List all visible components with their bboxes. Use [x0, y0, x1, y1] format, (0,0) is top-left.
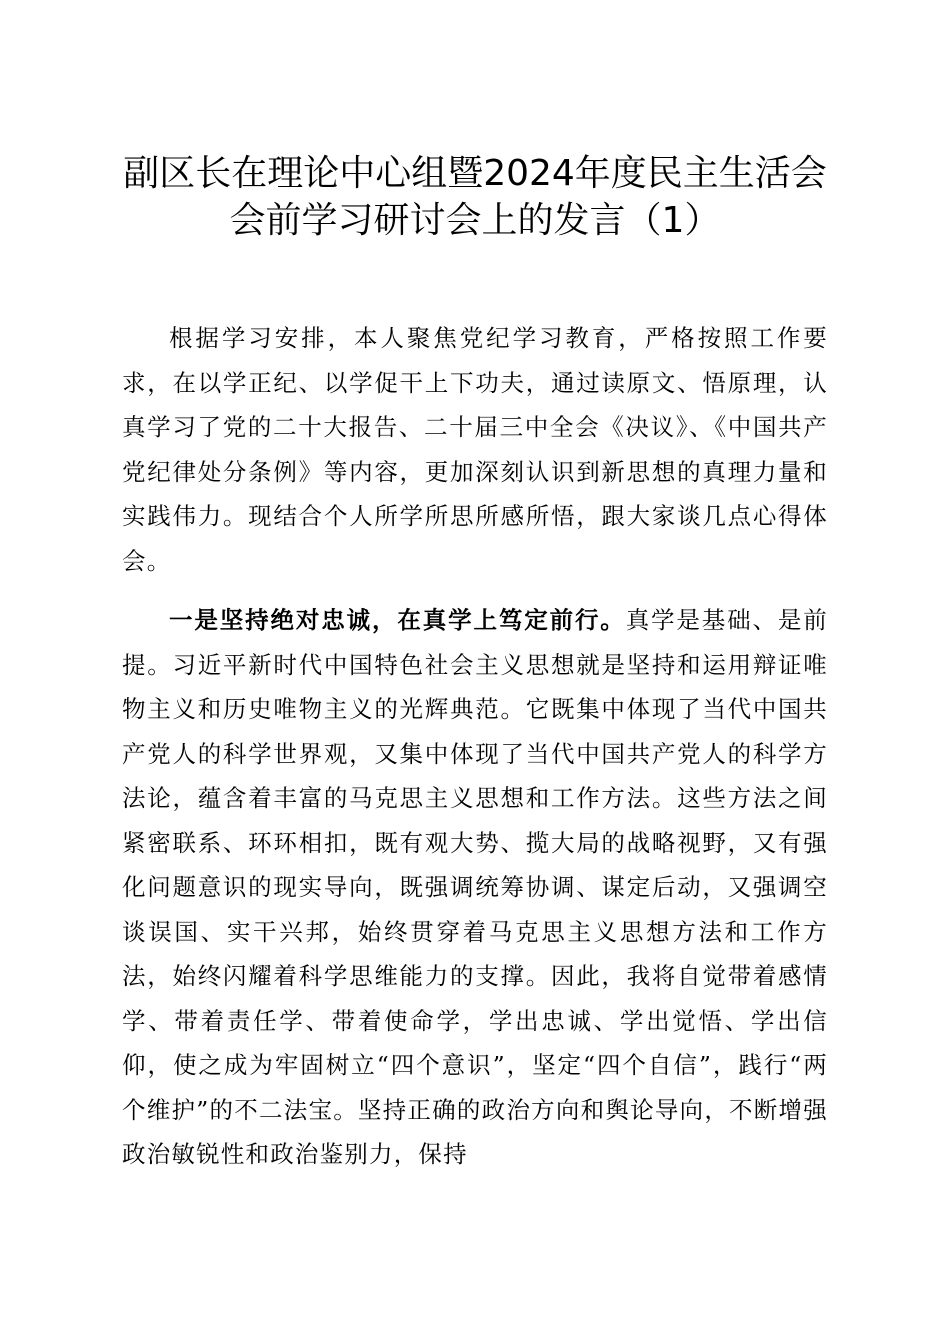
title-line-2: 会前学习研讨会上的发言（1） — [229, 200, 721, 241]
document-title — [105, 150, 845, 244]
paragraph-point-one-heading: 一是坚持绝对忠诚，在真学上笃定前行。 — [169, 606, 626, 634]
paragraph-point-one — [122, 598, 828, 1177]
paragraph-intro — [122, 316, 828, 583]
paragraph-intro-text: 根据学习安排，本人聚焦党纪学习教育，严格按照工作要求，在以学正纪、以学促干上下功夫，通过读原文、悟原理，认真学习了党的二十大报告、二十届三中全会《决议》、《中国共产党纪律处分条例》等内容，更加深刻认识到新思想的真理力量和实践伟力。现结合个人所学所思所感所悟，跟大家谈几点心得体会。 — [122, 324, 828, 575]
paragraph-point-one-text: 真学是基础、是前提。习近平新时代中国特色社会主义思想就是坚持和运用辩证唯物主义和历史唯物主义的光辉典范。它既集中体现了当代中国共产党人的科学世界观，又集中体现了当代中国共产党人的科学方法论，蕴含着丰富的马克思主义思想和工作方法。这些方法之间紧密联系、环环相扣，既有观大势、揽大局的战略视野，又有强化问题意识的现实导向，既强调统筹协调、谋定后动，又强调空谈误国、实干兴邦，始终贯穿着马克思主义思想方法和工作方法，始终闪耀着科学思维能力的支撑。因此，我将自觉带着感情学、带着责任学、带着使命学，学出忠诚、学出觉悟、学出信仰，使之成为牢固树立“四个意识”，坚定“四个自信”，践行“两个维护”的不二法宝。坚持正确的政治方向和舆论导向，不断增强政治敏锐性和政治鉴别力，保持 — [122, 606, 828, 1168]
document-body — [122, 316, 828, 1177]
title-line-1: 副区长在理论中心组暨2024年度民主生活会 — [123, 153, 827, 194]
